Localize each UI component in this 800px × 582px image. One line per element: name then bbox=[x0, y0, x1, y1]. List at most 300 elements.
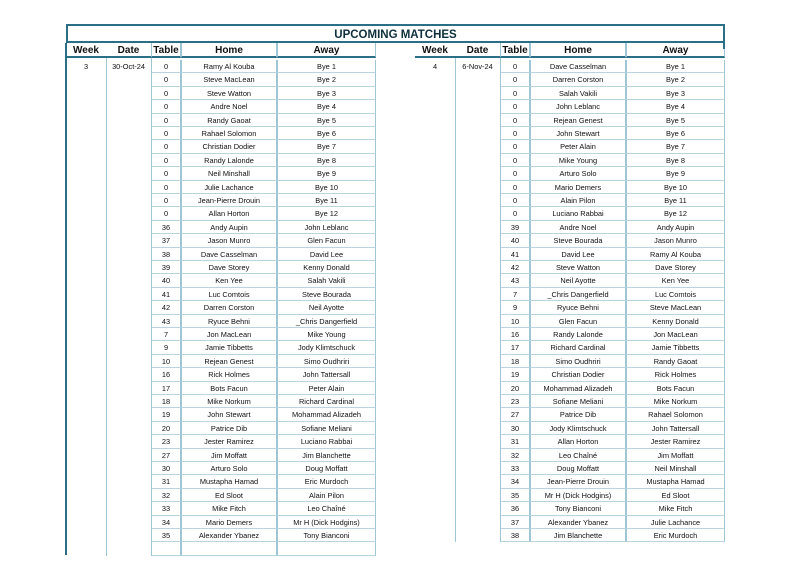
table-row bbox=[415, 100, 725, 113]
away-cell: Neil Minshall bbox=[626, 462, 725, 475]
home-cell: Salah Vakili bbox=[530, 87, 626, 100]
table-row bbox=[66, 274, 376, 287]
header-table: Table bbox=[151, 43, 181, 58]
table-cell: 32 bbox=[500, 449, 530, 462]
table-row bbox=[415, 382, 725, 395]
home-cell: Randy Lalonde bbox=[530, 328, 626, 341]
home-cell: Mario Demers bbox=[530, 181, 626, 194]
table-cell: 0 bbox=[151, 127, 181, 140]
table-cell: 42 bbox=[151, 301, 181, 314]
table-cell: 0 bbox=[151, 114, 181, 127]
header-date: Date bbox=[455, 43, 500, 58]
home-cell: Patrice Dib bbox=[530, 408, 626, 421]
table-cell: 16 bbox=[151, 368, 181, 381]
table-cell: 41 bbox=[500, 248, 530, 261]
away-cell: Steve Bourada bbox=[277, 288, 376, 301]
table-row bbox=[415, 114, 725, 127]
home-cell: Alexander Ybanez bbox=[181, 529, 277, 542]
home-cell: Patrice Dib bbox=[181, 422, 277, 435]
home-cell: Rejean Genest bbox=[530, 114, 626, 127]
away-cell: David Lee bbox=[277, 248, 376, 261]
away-cell: Simo Oudhriri bbox=[277, 355, 376, 368]
table-row bbox=[66, 194, 376, 207]
table-cell bbox=[151, 542, 181, 555]
table-row bbox=[415, 248, 725, 261]
home-cell: Mike Fitch bbox=[181, 502, 277, 515]
away-cell: Rahael Solomon bbox=[626, 408, 725, 421]
column-divider bbox=[455, 58, 456, 542]
home-cell: Randy Lalonde bbox=[181, 154, 277, 167]
home-cell: Randy Gaoat bbox=[181, 114, 277, 127]
home-cell: Rejean Genest bbox=[181, 355, 277, 368]
table-row bbox=[415, 140, 725, 153]
table-row bbox=[66, 449, 376, 462]
table-cell: 0 bbox=[500, 207, 530, 220]
header-week: Week bbox=[66, 43, 106, 58]
away-cell: Jester Ramirez bbox=[626, 435, 725, 448]
table-cell: 17 bbox=[500, 341, 530, 354]
table-row bbox=[66, 462, 376, 475]
home-cell: Jamie Tibbetts bbox=[181, 341, 277, 354]
home-cell: Rahael Solomon bbox=[181, 127, 277, 140]
home-cell bbox=[181, 542, 277, 555]
home-cell: Dave Casselman bbox=[181, 248, 277, 261]
home-cell: _Chris Dangerfield bbox=[530, 288, 626, 301]
home-cell: Jim Blanchette bbox=[530, 529, 626, 542]
home-cell: Mr H (Dick Hodgins) bbox=[530, 489, 626, 502]
table-row bbox=[66, 408, 376, 421]
table-cell: 18 bbox=[500, 355, 530, 368]
home-cell: Glen Facun bbox=[530, 315, 626, 328]
away-cell: Bye 5 bbox=[626, 114, 725, 127]
table-row bbox=[415, 127, 725, 140]
table-cell: 9 bbox=[151, 341, 181, 354]
away-cell: Tony Bianconi bbox=[277, 529, 376, 542]
date-cell: 6-Nov-24 bbox=[462, 62, 493, 71]
away-cell: Bye 8 bbox=[277, 154, 376, 167]
table-cell: 43 bbox=[500, 274, 530, 287]
away-cell: Jason Munro bbox=[626, 234, 725, 247]
home-cell: Christian Dodier bbox=[181, 140, 277, 153]
table-row bbox=[66, 542, 376, 555]
away-cell: Luc Comtois bbox=[626, 288, 725, 301]
header-date: Date bbox=[106, 43, 151, 58]
home-cell: Jason Munro bbox=[181, 234, 277, 247]
table-row bbox=[415, 73, 725, 86]
home-cell: Alexander Ybanez bbox=[530, 516, 626, 529]
away-cell: Bye 9 bbox=[277, 167, 376, 180]
sheet-border bbox=[723, 43, 725, 49]
table-row bbox=[415, 221, 725, 234]
home-cell: Sofiane Meliani bbox=[530, 395, 626, 408]
table-cell: 0 bbox=[500, 60, 530, 73]
table-cell: 19 bbox=[500, 368, 530, 381]
home-cell: Dave Storey bbox=[181, 261, 277, 274]
table-row bbox=[415, 181, 725, 194]
away-cell: Jody Klimtschuck bbox=[277, 341, 376, 354]
away-cell: Bye 7 bbox=[626, 140, 725, 153]
home-cell: Andre Noel bbox=[530, 221, 626, 234]
table-cell: 7 bbox=[500, 288, 530, 301]
home-cell: Peter Alain bbox=[530, 140, 626, 153]
table-cell: 16 bbox=[500, 328, 530, 341]
table-cell: 30 bbox=[500, 422, 530, 435]
away-cell: Bye 9 bbox=[626, 167, 725, 180]
away-cell: Bye 10 bbox=[277, 181, 376, 194]
table-cell: 34 bbox=[151, 516, 181, 529]
header-home: Home bbox=[530, 43, 626, 58]
table-row bbox=[415, 462, 725, 475]
table-cell: 38 bbox=[151, 248, 181, 261]
table-row bbox=[66, 475, 376, 488]
away-cell: Steve MacLean bbox=[626, 301, 725, 314]
home-cell: Doug Moffatt bbox=[530, 462, 626, 475]
away-cell: Bye 6 bbox=[277, 127, 376, 140]
table-cell: 34 bbox=[500, 475, 530, 488]
away-cell: Neil Ayotte bbox=[277, 301, 376, 314]
table-row bbox=[415, 355, 725, 368]
table-cell: 0 bbox=[500, 181, 530, 194]
home-cell: Ken Yee bbox=[181, 274, 277, 287]
table-cell: 23 bbox=[151, 435, 181, 448]
away-cell: _Chris Dangerfield bbox=[277, 315, 376, 328]
home-cell: Neil Ayotte bbox=[530, 274, 626, 287]
table-cell: 31 bbox=[151, 475, 181, 488]
table-cell: 0 bbox=[500, 114, 530, 127]
table-row bbox=[66, 207, 376, 220]
home-cell: Jean-Pierre Drouin bbox=[530, 475, 626, 488]
away-cell: Mustapha Hamad bbox=[626, 475, 725, 488]
table-row bbox=[415, 368, 725, 381]
week-cell: 4 bbox=[432, 62, 438, 71]
table-row bbox=[66, 140, 376, 153]
table-cell: 42 bbox=[500, 261, 530, 274]
table-row bbox=[415, 60, 725, 73]
table-cell: 0 bbox=[151, 181, 181, 194]
table-row bbox=[66, 127, 376, 140]
table-cell: 0 bbox=[500, 73, 530, 86]
table-cell: 10 bbox=[500, 315, 530, 328]
away-cell: Jamie Tibbetts bbox=[626, 341, 725, 354]
column-divider bbox=[151, 58, 152, 556]
table-row bbox=[66, 355, 376, 368]
table-cell: 33 bbox=[500, 462, 530, 475]
home-cell: Allan Horton bbox=[181, 207, 277, 220]
home-cell: Ramy Al Kouba bbox=[181, 60, 277, 73]
column-divider bbox=[500, 58, 501, 542]
table-row bbox=[415, 422, 725, 435]
table-row bbox=[415, 167, 725, 180]
away-cell: Andy Aupin bbox=[626, 221, 725, 234]
table-row bbox=[66, 368, 376, 381]
home-cell: Mohammad Alizadeh bbox=[530, 382, 626, 395]
away-cell: Alain Pilon bbox=[277, 489, 376, 502]
table-cell: 0 bbox=[151, 100, 181, 113]
table-cell: 36 bbox=[500, 502, 530, 515]
table-row bbox=[66, 301, 376, 314]
home-cell: Tony Bianconi bbox=[530, 502, 626, 515]
table-row bbox=[66, 87, 376, 100]
table-cell: 0 bbox=[151, 73, 181, 86]
away-cell: Bye 4 bbox=[626, 100, 725, 113]
away-cell: Mike Fitch bbox=[626, 502, 725, 515]
home-cell: Arturo Solo bbox=[530, 167, 626, 180]
away-cell: Bye 8 bbox=[626, 154, 725, 167]
table-row bbox=[66, 261, 376, 274]
table-row bbox=[66, 516, 376, 529]
column-divider bbox=[106, 58, 107, 556]
table-row bbox=[66, 114, 376, 127]
away-cell: Bye 1 bbox=[277, 60, 376, 73]
away-cell: Mohammad Alizadeh bbox=[277, 408, 376, 421]
home-cell: Richard Cardinal bbox=[530, 341, 626, 354]
home-cell: Jester Ramirez bbox=[181, 435, 277, 448]
header-week: Week bbox=[415, 43, 455, 58]
away-cell: Bye 11 bbox=[277, 194, 376, 207]
table-row bbox=[66, 234, 376, 247]
away-cell: Jim Moffatt bbox=[626, 449, 725, 462]
table-cell: 35 bbox=[500, 489, 530, 502]
away-cell: Leo Chaîné bbox=[277, 502, 376, 515]
table-cell: 31 bbox=[500, 435, 530, 448]
table-row bbox=[66, 489, 376, 502]
away-cell: Bye 3 bbox=[626, 87, 725, 100]
home-cell: Steve MacLean bbox=[181, 73, 277, 86]
matches-sheet bbox=[66, 24, 725, 540]
table-cell: 19 bbox=[151, 408, 181, 421]
table-cell: 17 bbox=[151, 382, 181, 395]
table-row bbox=[415, 516, 725, 529]
away-cell: John Tattersall bbox=[626, 422, 725, 435]
table-row bbox=[415, 475, 725, 488]
home-cell: David Lee bbox=[530, 248, 626, 261]
table-row bbox=[66, 73, 376, 86]
table-row bbox=[66, 248, 376, 261]
away-cell: Ken Yee bbox=[626, 274, 725, 287]
home-cell: Bots Facun bbox=[181, 382, 277, 395]
week-cell: 3 bbox=[83, 62, 89, 71]
table-cell: 0 bbox=[151, 207, 181, 220]
table-cell: 9 bbox=[500, 301, 530, 314]
table-cell: 0 bbox=[500, 87, 530, 100]
table-cell: 30 bbox=[151, 462, 181, 475]
home-cell: Julie Lachance bbox=[181, 181, 277, 194]
table-cell: 40 bbox=[500, 234, 530, 247]
header-home: Home bbox=[181, 43, 277, 58]
table-row bbox=[415, 408, 725, 421]
table-row bbox=[415, 529, 725, 542]
home-cell: John Stewart bbox=[181, 408, 277, 421]
table-cell: 0 bbox=[500, 194, 530, 207]
table-cell: 27 bbox=[500, 408, 530, 421]
away-cell: Richard Cardinal bbox=[277, 395, 376, 408]
away-cell: Bye 4 bbox=[277, 100, 376, 113]
away-cell: Bye 12 bbox=[626, 207, 725, 220]
sheet-border bbox=[65, 43, 67, 555]
table-cell: 37 bbox=[500, 516, 530, 529]
home-cell: Mike Young bbox=[530, 154, 626, 167]
table-row bbox=[66, 315, 376, 328]
home-cell: Simo Oudhriri bbox=[530, 355, 626, 368]
away-cell: Peter Alain bbox=[277, 382, 376, 395]
home-cell: Steve Watton bbox=[530, 261, 626, 274]
home-cell: Ryuce Behni bbox=[530, 301, 626, 314]
table-row bbox=[66, 328, 376, 341]
away-cell: Eric Murdoch bbox=[626, 529, 725, 542]
table-row bbox=[415, 502, 725, 515]
home-cell: Neil Minshall bbox=[181, 167, 277, 180]
away-cell: Ramy Al Kouba bbox=[626, 248, 725, 261]
home-cell: Steve Watton bbox=[181, 87, 277, 100]
date-cell: 30-Oct-24 bbox=[112, 62, 145, 71]
table-cell: 41 bbox=[151, 288, 181, 301]
home-cell: John Stewart bbox=[530, 127, 626, 140]
table-row bbox=[415, 489, 725, 502]
away-cell: Eric Murdoch bbox=[277, 475, 376, 488]
away-cell: Jim Blanchette bbox=[277, 449, 376, 462]
home-cell: Dave Casselman bbox=[530, 60, 626, 73]
table-row bbox=[66, 167, 376, 180]
table-cell: 0 bbox=[151, 194, 181, 207]
table-row bbox=[415, 341, 725, 354]
table-row bbox=[66, 341, 376, 354]
table-row bbox=[66, 221, 376, 234]
header-away: Away bbox=[277, 43, 376, 58]
home-cell: John Leblanc bbox=[530, 100, 626, 113]
away-cell: Kenny Donald bbox=[277, 261, 376, 274]
away-cell: Mike Young bbox=[277, 328, 376, 341]
home-cell: Mario Demers bbox=[181, 516, 277, 529]
table-row bbox=[66, 435, 376, 448]
table-cell: 0 bbox=[151, 167, 181, 180]
away-cell: Dave Storey bbox=[626, 261, 725, 274]
table-row bbox=[415, 261, 725, 274]
table-row bbox=[415, 274, 725, 287]
away-cell: Sofiane Meliani bbox=[277, 422, 376, 435]
table-cell: 0 bbox=[151, 154, 181, 167]
away-cell: Salah Vakili bbox=[277, 274, 376, 287]
away-cell: Bye 12 bbox=[277, 207, 376, 220]
table-row bbox=[415, 87, 725, 100]
away-cell: Luciano Rabbai bbox=[277, 435, 376, 448]
home-cell: Allan Horton bbox=[530, 435, 626, 448]
away-cell: Bye 2 bbox=[277, 73, 376, 86]
home-cell: Jody Klimtschuck bbox=[530, 422, 626, 435]
home-cell: Ryuce Behni bbox=[181, 315, 277, 328]
table-row bbox=[415, 154, 725, 167]
table-cell: 39 bbox=[151, 261, 181, 274]
away-cell: John Tattersall bbox=[277, 368, 376, 381]
table-cell: 32 bbox=[151, 489, 181, 502]
table-row bbox=[415, 207, 725, 220]
away-cell: Bye 1 bbox=[626, 60, 725, 73]
home-cell: Mike Norkum bbox=[181, 395, 277, 408]
table-cell: 27 bbox=[151, 449, 181, 462]
away-cell: Julie Lachance bbox=[626, 516, 725, 529]
table-row bbox=[415, 234, 725, 247]
away-cell: Mr H (Dick Hodgins) bbox=[277, 516, 376, 529]
home-cell: Alain Pilon bbox=[530, 194, 626, 207]
table-cell: 37 bbox=[151, 234, 181, 247]
home-cell: Jim Moffatt bbox=[181, 449, 277, 462]
table-cell: 0 bbox=[151, 60, 181, 73]
table-row bbox=[415, 328, 725, 341]
table-row bbox=[415, 395, 725, 408]
home-cell: Leo Chaîné bbox=[530, 449, 626, 462]
table-cell: 7 bbox=[151, 328, 181, 341]
table-cell: 0 bbox=[500, 140, 530, 153]
table-cell: 33 bbox=[151, 502, 181, 515]
away-cell: John Leblanc bbox=[277, 221, 376, 234]
table-cell: 36 bbox=[151, 221, 181, 234]
home-cell: Steve Bourada bbox=[530, 234, 626, 247]
table-row bbox=[66, 422, 376, 435]
table-row bbox=[415, 301, 725, 314]
away-cell: Doug Moffatt bbox=[277, 462, 376, 475]
table-row bbox=[415, 449, 725, 462]
table-cell: 0 bbox=[500, 167, 530, 180]
sheet-title: UPCOMING MATCHES bbox=[66, 24, 725, 43]
away-cell: Bye 11 bbox=[626, 194, 725, 207]
away-cell: Bye 10 bbox=[626, 181, 725, 194]
table-row bbox=[415, 315, 725, 328]
table-row bbox=[415, 288, 725, 301]
table-row bbox=[66, 395, 376, 408]
table-cell: 20 bbox=[500, 382, 530, 395]
table-row bbox=[66, 529, 376, 542]
away-cell: Glen Facun bbox=[277, 234, 376, 247]
away-cell: Bye 2 bbox=[626, 73, 725, 86]
away-cell: Bye 6 bbox=[626, 127, 725, 140]
table-cell: 23 bbox=[500, 395, 530, 408]
home-cell: Luciano Rabbai bbox=[530, 207, 626, 220]
home-cell: Rick Holmes bbox=[181, 368, 277, 381]
table-row bbox=[66, 181, 376, 194]
away-cell: Bye 5 bbox=[277, 114, 376, 127]
away-cell: Mike Norkum bbox=[626, 395, 725, 408]
table-cell: 10 bbox=[151, 355, 181, 368]
home-cell: Jean-Pierre Drouin bbox=[181, 194, 277, 207]
header-table: Table bbox=[500, 43, 530, 58]
table-cell: 40 bbox=[151, 274, 181, 287]
home-cell: Jon MacLean bbox=[181, 328, 277, 341]
away-cell: Ed Sloot bbox=[626, 489, 725, 502]
table-cell: 20 bbox=[151, 422, 181, 435]
away-cell: Bye 3 bbox=[277, 87, 376, 100]
table-cell: 18 bbox=[151, 395, 181, 408]
table-cell: 0 bbox=[500, 154, 530, 167]
away-cell: Bye 7 bbox=[277, 140, 376, 153]
table-cell: 0 bbox=[151, 87, 181, 100]
home-cell: Andy Aupin bbox=[181, 221, 277, 234]
away-cell: Kenny Donald bbox=[626, 315, 725, 328]
table-cell: 43 bbox=[151, 315, 181, 328]
home-cell: Darren Corston bbox=[530, 73, 626, 86]
away-cell: Rick Holmes bbox=[626, 368, 725, 381]
table-row bbox=[415, 194, 725, 207]
table-row bbox=[66, 288, 376, 301]
home-cell: Arturo Solo bbox=[181, 462, 277, 475]
home-cell: Andre Noel bbox=[181, 100, 277, 113]
home-cell: Ed Sloot bbox=[181, 489, 277, 502]
away-cell: Jon MacLean bbox=[626, 328, 725, 341]
home-cell: Darren Corston bbox=[181, 301, 277, 314]
home-cell: Christian Dodier bbox=[530, 368, 626, 381]
table-cell: 39 bbox=[500, 221, 530, 234]
away-cell: Randy Gaoat bbox=[626, 355, 725, 368]
table-row bbox=[66, 382, 376, 395]
table-cell: 38 bbox=[500, 529, 530, 542]
